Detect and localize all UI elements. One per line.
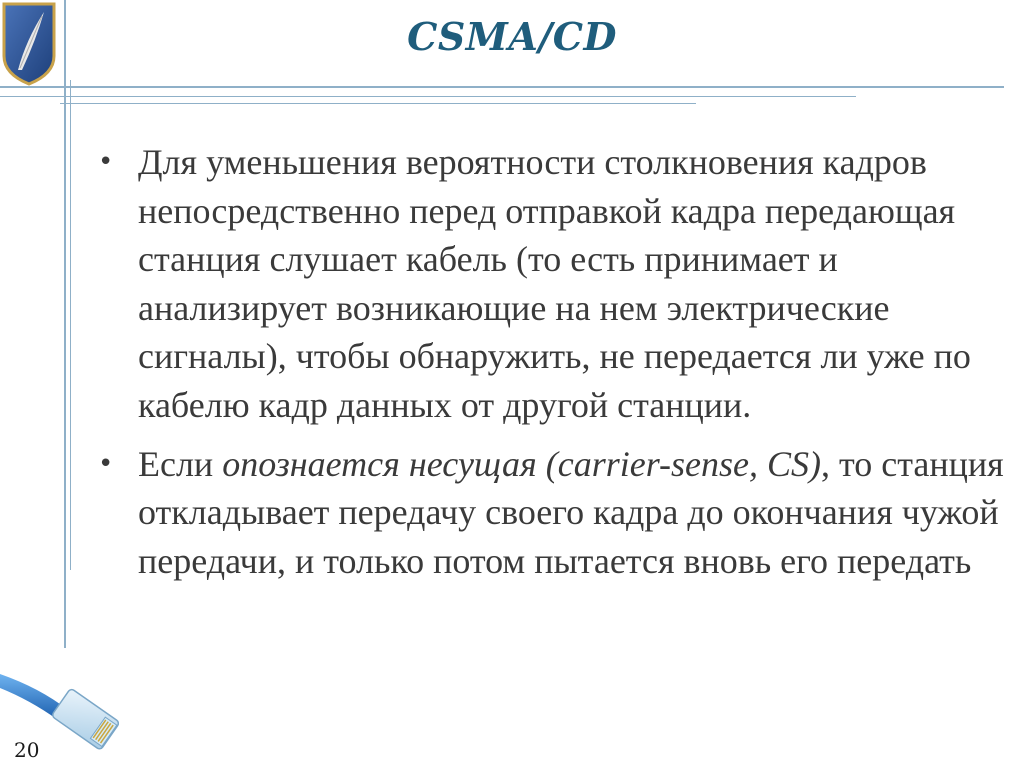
bullet-text: Для уменьшения вероятности столкновения кадров непосредственно перед отправкой кадра передающая станция слушает кабель (то есть принимает и анализирует возникающие на нем электрические сигналы), чтобы обнаружить, не передается ли уже по кабелю кадр данных от другой станции. xyxy=(138,142,971,425)
slide-body xyxy=(98,138,1018,585)
page-number: 20 xyxy=(14,738,40,762)
vertical-line-left xyxy=(64,0,66,648)
horizontal-line-top xyxy=(0,86,1004,88)
slide-title: CSMA/CD xyxy=(407,14,617,59)
bullet-text-end: , то станция откладывает передачу своего кадра до окончания чужой передачи, и только потом пытается вновь его передать xyxy=(138,443,1004,581)
horizontal-line-low xyxy=(60,103,696,104)
bullet-marker: • xyxy=(98,448,114,479)
bullet-text xyxy=(138,440,1018,586)
bullet-text-emphasis: опознается несущая (carrier-sense, CS) xyxy=(222,443,821,484)
bullet-text-start: Если xyxy=(138,443,223,484)
horizontal-line-mid xyxy=(0,96,856,97)
vertical-line-right xyxy=(70,80,71,570)
bullet-item xyxy=(98,138,1018,430)
bullet-item xyxy=(98,440,1018,586)
bullet-marker: • xyxy=(98,147,114,177)
